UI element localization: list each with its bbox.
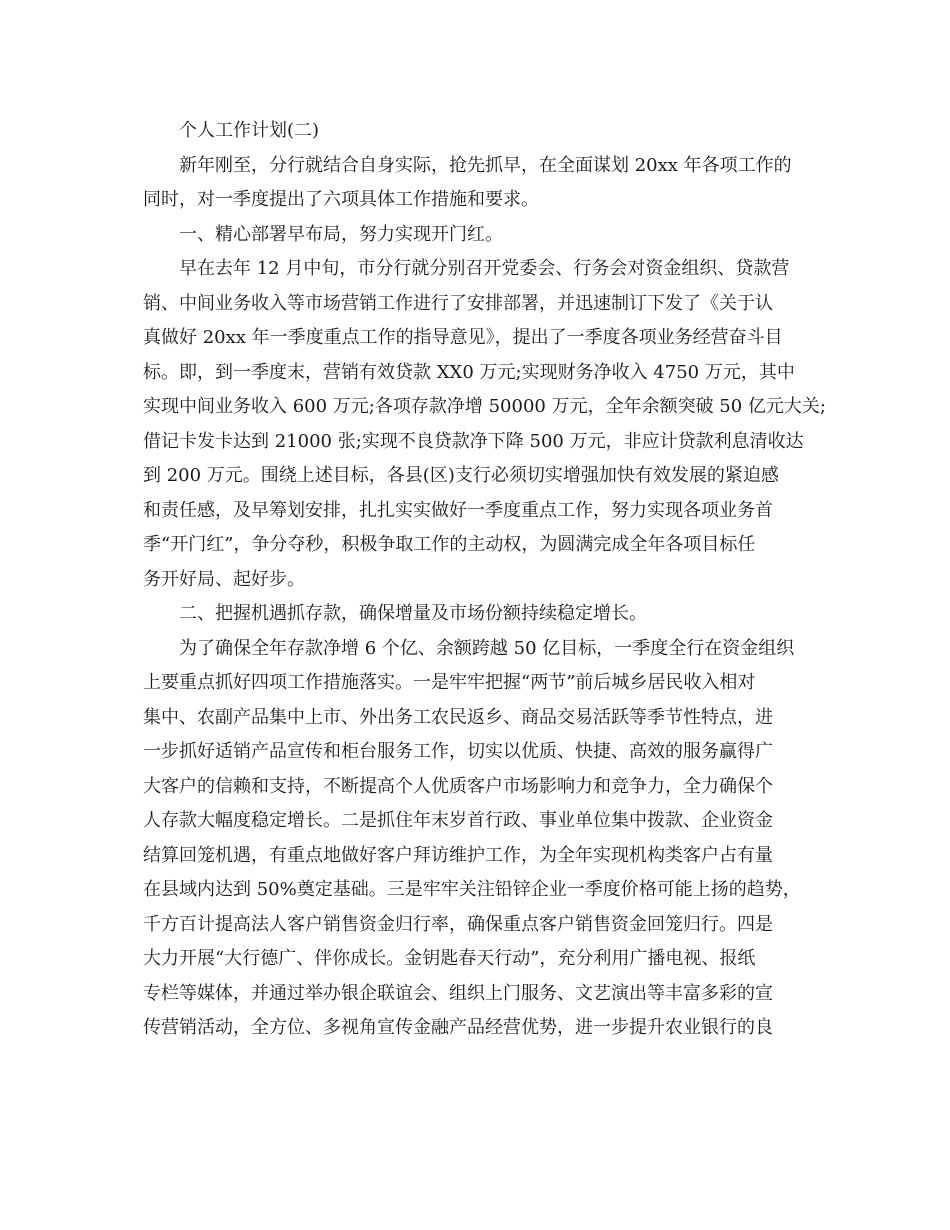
section-heading-2 [143,597,823,632]
text-line: 结算回笼机遇，有重点地做好客户拜访维护工作，为全年实现机构类客户占有量 [143,844,773,866]
heading-line: 一、精心部署早布局，努力实现开门红。 [179,223,503,245]
heading-line: 二、把握机遇抓存款，确保增量及市场份额持续稳定增长。 [179,603,647,624]
text-line: 同时，对一季度提出了六项具体工作措施和要求。 [143,189,539,210]
text-line: 一步抓好适销产品宣传和柜台服务工作，切实以优质、快捷、高效的服务赢得广 [143,741,773,762]
text-line: 季“开门红”，争分夺秒，积极争取工作的主动权，为圆满完成全年各项目标任 [143,534,756,555]
text-line: 真做好 20xx 年一季度重点工作的指导意见》，提出了一季度各项业务经营奋斗目 [143,327,783,348]
text-line: 千方百计提高法人客户销售资金归行率，确保重点客户销售资金回笼归行。四是 [143,913,773,935]
text-line: 专栏等媒体，并通过举办银企联谊会、组织上门服务、文艺演出等丰富多彩的宣 [143,982,773,1004]
text-line: 借记卡发卡达到 21000 张;实现不良贷款净下降 500 万元，非应计贷款利息清收达 [143,430,804,452]
text-line: 标。即，到一季度末，营销有效贷款 XX0 万元;实现财务净收入 4750 万元，其中 [143,361,795,383]
text-line: 销、中间业务收入等市场营销工作进行了安排部署，并迅速制订下发了《关于认 [143,292,773,314]
text-line: 实现中间业务收入 600 万元;各项存款净增 50000 万元，全年余额突破 50 亿元大关; [143,396,826,417]
text-line: 到 200 万元。围绕上述目标，各县(区)支行必须切实增强加快有效发展的紧迫感 [143,465,779,486]
text-line: 上要重点抓好四项工作措施落实。一是牢牢把握“两节”前后城乡居民收入相对 [143,672,756,693]
document-title: 个人工作计划(二) [179,120,320,141]
text-line: 传营销活动，全方位、多视角宣传金融产品经营优势，进一步提升农业银行的良 [143,1017,773,1038]
section-heading-1 [143,218,823,253]
text-line: 新年刚至，分行就结合自身实际，抢先抓早，在全面谋划 20xx 年各项工作的 [179,154,792,176]
text-line: 早在去年 12 月中旬，市分行就分别召开党委会、行务会对资金组织、贷款营 [179,258,790,279]
text-line: 和责任感，及早筹划安排，扎扎实实做好一季度重点工作，努力实现各项业务首 [143,499,773,521]
text-line: 大力开展“大行德广、伴你成长。金钥匙春天行动”，充分利用广播电视、报纸 [143,948,756,969]
text-line: 为了确保全年存款净增 6 个亿、余额跨越 50 亿目标，一季度全行在资金组织 [179,637,795,659]
text-line: 集中、农副产品集中上市、外出务工农民返乡、商品交易活跃等季节性特点，进 [143,706,773,728]
text-line: 在县域内达到 50%奠定基础。三是牢牢关注铅锌企业一季度价格可能上扬的趋势， [143,879,801,900]
paragraph-section-1 [143,252,826,597]
document-body [143,114,826,1046]
paragraph-section-2 [143,632,823,1046]
paragraph-intro [143,149,823,218]
text-line: 务开好局、起好步。 [143,568,305,590]
text-line: 人存款大幅度稳定增长。二是抓住年末岁首行政、事业单位集中拨款、企业资金 [143,810,773,831]
text-line: 大客户的信赖和支持，不断提高个人优质客户市场影响力和竞争力，全力确保个 [143,775,773,797]
